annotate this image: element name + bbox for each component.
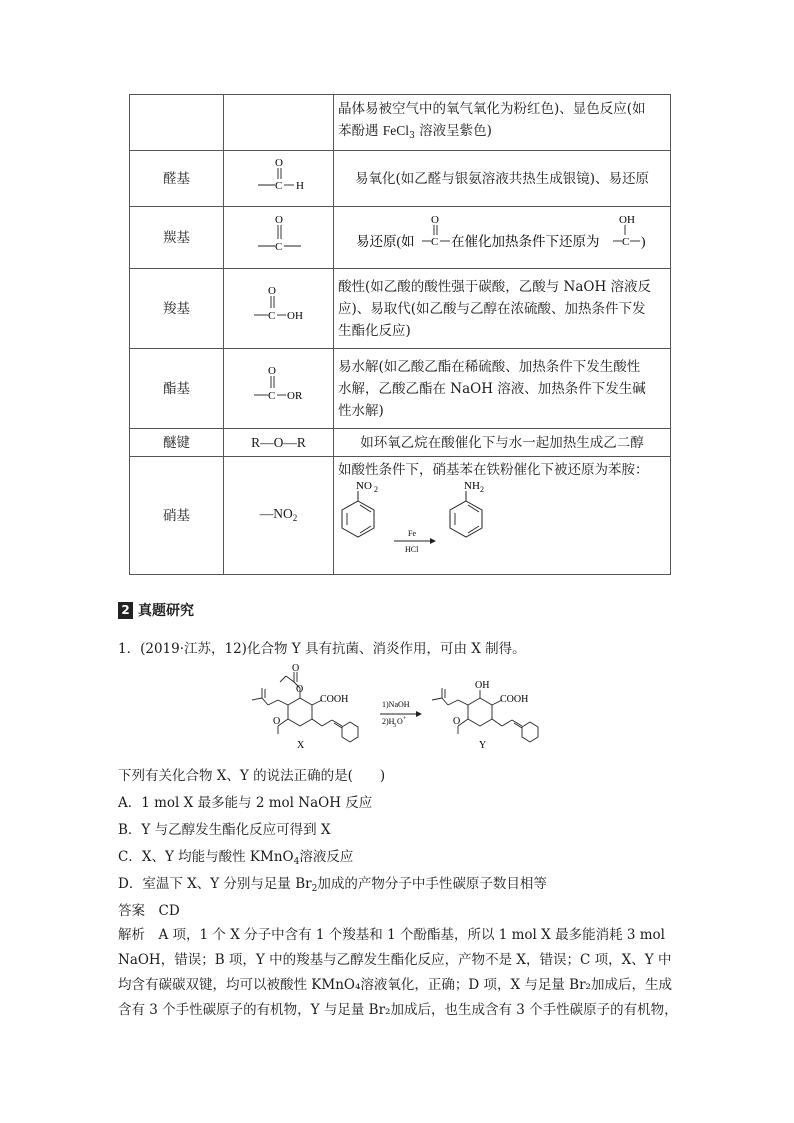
ether-structure: R—O—R: [224, 429, 334, 457]
table-row: [130, 207, 671, 269]
atom-label: OR: [287, 390, 303, 402]
atom-label: O: [275, 214, 283, 226]
table-row: [130, 457, 671, 575]
option-a: A．1 mol X 最多能与 2 mol NaOH 反应: [118, 795, 373, 811]
atom-label: C: [275, 180, 283, 192]
svg-text:1)NaOH: 1)NaOH: [382, 700, 410, 709]
svg-text:易还原(如: 易还原(如: [356, 234, 415, 249]
svg-text:NH: NH: [464, 481, 480, 492]
carboxyl-desc: 酸性(如乙酸的酸性强于碳酸，乙酸与 NaOH 溶液反 应)、易取代(如乙酸与乙醇在浓硫酸、加热条件下发 生酯化反应): [334, 269, 671, 349]
ether-desc: 如环氧乙烷在酸催化下与水一起加热生成乙二醇: [334, 429, 671, 457]
svg-text:+: +: [403, 716, 407, 722]
option-c: C．X、Y 均能与酸性 KMnO$_4$溶液反应: [118, 849, 354, 867]
svg-text:OH: OH: [475, 680, 490, 691]
svg-text:NO: NO: [356, 481, 372, 492]
svg-text:O: O: [296, 684, 304, 695]
table-row: [130, 151, 671, 207]
analysis-line: NaOH，错误；B 项，Y 中的羧基与乙醇发生酯化反应，产物不是 X，错误；C 项，X、Y 中: [118, 952, 672, 968]
atom-label: C: [275, 241, 283, 253]
carbonyl-desc: [334, 207, 671, 269]
svg-text:C: C: [431, 236, 439, 248]
svg-text:在催化加热条件下还原为: 在催化加热条件下还原为: [451, 234, 600, 249]
aldehyde-structure: [224, 151, 334, 207]
group-name: 硝基: [130, 457, 224, 575]
group-name: 羧基: [130, 269, 224, 349]
group-name: 醚键: [130, 429, 224, 457]
phenol-desc: [334, 95, 671, 151]
analysis-line: 解析 A 项，1 个 X 分子中含有 1 个羧基和 1 个酚酯基，所以 1 mol X 最多能消耗 3 mol: [118, 927, 665, 943]
svg-text:O: O: [292, 664, 300, 674]
svg-text:2: 2: [480, 485, 484, 494]
answer-line: 答案 CD: [118, 903, 180, 919]
svg-text:O: O: [273, 716, 281, 727]
group-name: 酯基: [130, 349, 224, 429]
svg-text:2: 2: [374, 485, 378, 494]
svg-text:): ): [641, 234, 646, 249]
section-number: 2: [118, 602, 133, 619]
atom-label: O: [268, 285, 276, 297]
atom-label: C: [268, 310, 276, 322]
ester-desc: 易水解(如乙酸乙酯在稀硫酸、加热条件下发生酸性 水解，乙酸乙酯在 NaOH 溶液、加热条件下发生碱 性水解): [334, 349, 671, 429]
carboxyl-structure: [224, 269, 334, 349]
section-header: [118, 600, 194, 620]
svg-text:O: O: [397, 717, 403, 726]
svg-text:C: C: [622, 236, 630, 248]
question-stem: 1．(2019·江苏，12)化合物 Y 具有抗菌、消炎作用，可由 X 制得。: [118, 641, 526, 657]
table-row: [130, 349, 671, 429]
nitro-structure: $—NO_2$: [224, 457, 334, 575]
carbonyl-structure: [224, 207, 334, 269]
atom-label: O: [275, 157, 283, 169]
question-prompt: 下列有关化合物 X、Y 的说法正确的是( ): [118, 768, 386, 784]
svg-text:HCl: HCl: [405, 545, 419, 554]
desc-line: 晶体易被空气中的氧气氧化为粉红色)、显色反应(如: [338, 101, 646, 117]
reaction-scheme: [240, 664, 560, 760]
nitrobenzene-reduction-scheme: [338, 481, 666, 565]
desc-line: 苯酚遇 FeCl$_3$ 溶液呈紫色): [338, 123, 492, 141]
answer-value: CD: [158, 903, 180, 919]
svg-text:O: O: [431, 214, 439, 226]
aldehyde-desc: 易氧化(如乙醛与银氨溶液共热生成银镜)、易还原: [334, 151, 671, 207]
option-d: D．室温下 X、Y 分别与足量 $Br_2$加成的产物分子中手性碳原子数目相等: [118, 876, 547, 894]
section-title: 真题研究: [138, 603, 194, 619]
functional-group-table: [129, 94, 671, 575]
analysis-line: 均含有碳碳双键，均可以被酸性 KMnO₄溶液氧化，正确；D 项，X 与足量 Br₂加成后，生成: [118, 977, 672, 993]
svg-text:3: 3: [393, 723, 396, 729]
svg-text:COOH: COOH: [320, 694, 349, 705]
svg-text:OH: OH: [619, 214, 635, 226]
svg-text:COOH: COOH: [500, 694, 529, 705]
analysis-block: [118, 923, 678, 1023]
atom-label: O: [268, 365, 276, 377]
analysis-line: 含有 3 个手性碳原子的有机物，Y 与足量 Br₂加成后，也生成含有 3 个手性碳原子的有机物，: [118, 1002, 678, 1018]
svg-text:Y: Y: [479, 740, 487, 751]
table-row: [130, 429, 671, 457]
atom-label: H: [296, 180, 304, 192]
nitro-desc: 如酸性条件下，硝基苯在铁粉催化下被还原为苯胺： NO 2 Fe HCl NH 2: [334, 457, 671, 575]
svg-text:X: X: [297, 740, 305, 751]
ester-structure: [224, 349, 334, 429]
svg-text:2)H: 2)H: [382, 717, 395, 726]
atom-label: C: [268, 390, 276, 402]
svg-text:Fe: Fe: [408, 529, 416, 538]
group-name: 醛基: [130, 151, 224, 207]
table-row: [130, 269, 671, 349]
table-row: [130, 95, 671, 151]
svg-text:O: O: [453, 716, 461, 727]
group-name: 羰基: [130, 207, 224, 269]
atom-label: OH: [287, 310, 303, 322]
option-b: B．Y 与乙醇发生酯化反应可得到 X: [118, 822, 331, 838]
